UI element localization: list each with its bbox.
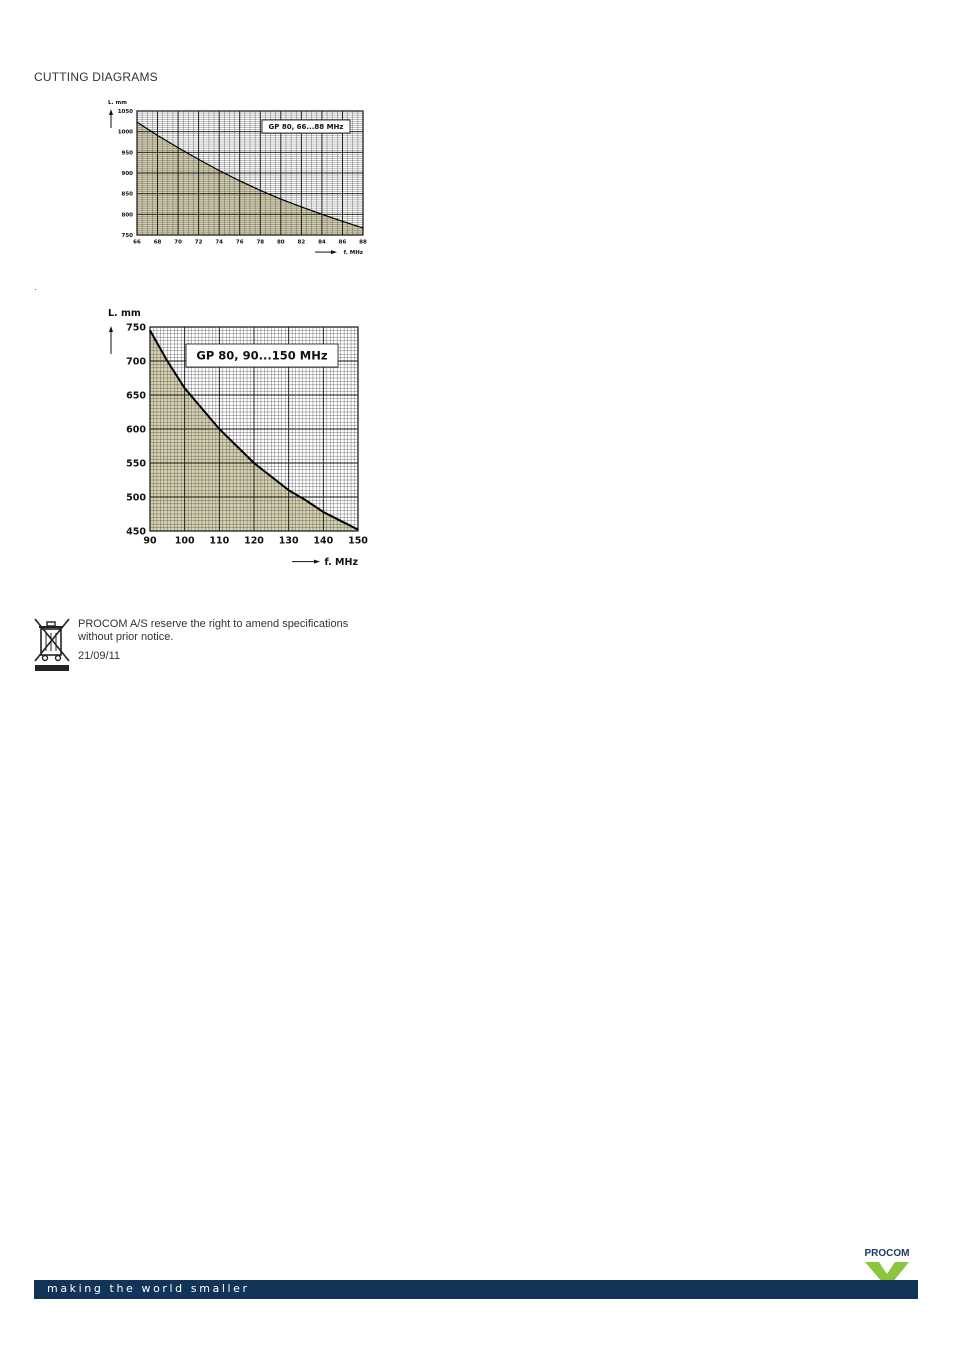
x-tick-label: 80 <box>276 239 285 246</box>
x-tick-label: 86 <box>338 239 347 246</box>
y-tick-label: 500 <box>126 492 146 504</box>
y-tick-label: 1050 <box>117 108 133 115</box>
data-point <box>280 198 281 199</box>
x-tick-label: 110 <box>209 535 230 547</box>
notice-line-1: PROCOM A/S reserve the right to amend specifications <box>78 618 349 630</box>
specification-notice <box>78 618 378 663</box>
y-tick-label: 750 <box>121 232 133 239</box>
chart-title: GP 80, 66...88 MHz <box>268 123 344 132</box>
y-tick-label: 850 <box>121 191 133 198</box>
x-axis-label: f. MHz <box>324 557 358 568</box>
x-tick-label: 74 <box>215 239 224 246</box>
y-tick-label: 450 <box>126 526 146 538</box>
data-point <box>177 147 178 148</box>
data-point <box>271 476 272 477</box>
data-point <box>136 122 137 123</box>
data-point <box>305 500 306 501</box>
x-tick-label: 120 <box>244 535 264 547</box>
x-tick-label: 140 <box>313 535 334 547</box>
x-tick-label: 82 <box>297 239 306 246</box>
y-tick-label: 900 <box>121 170 133 177</box>
data-point <box>219 428 220 429</box>
x-axis-arrow-head <box>331 250 337 254</box>
x-axis-arrow-head <box>314 560 320 564</box>
logo-wordmark: PROCOM <box>864 1248 910 1259</box>
data-point <box>201 408 202 409</box>
data-point <box>184 388 185 389</box>
x-tick-label: 100 <box>174 535 195 547</box>
data-point <box>323 511 324 512</box>
data-point <box>357 529 358 530</box>
data-point <box>301 206 302 207</box>
x-tick-label: 150 <box>348 535 368 547</box>
data-point <box>288 490 289 491</box>
data-point <box>157 135 158 136</box>
x-tick-label: 66 <box>133 239 141 246</box>
x-tick-label: 130 <box>278 535 299 547</box>
separator-dot: . <box>34 283 37 292</box>
data-point <box>340 520 341 521</box>
data-point <box>260 190 261 191</box>
x-tick-label: 72 <box>194 239 203 246</box>
crossed-out-bin-icon <box>33 617 71 673</box>
y-tick-label: 650 <box>126 390 146 402</box>
y-tick-label: 1000 <box>117 129 133 136</box>
x-axis-label: f. MHz <box>343 250 363 256</box>
y-axis-arrow-head <box>109 326 113 332</box>
y-tick-label: 600 <box>126 424 146 436</box>
notice-line-2: without prior notice. <box>78 631 174 643</box>
data-point <box>198 159 199 160</box>
document-date: 21/09/11 <box>78 650 121 662</box>
data-point <box>219 170 220 171</box>
data-point <box>362 227 363 228</box>
data-point <box>253 462 254 463</box>
tagline: making the world smaller <box>47 1282 250 1295</box>
x-tick-label: 84 <box>318 239 326 246</box>
chart-title: GP 80, 90...150 MHz <box>196 348 328 363</box>
x-tick-label: 68 <box>153 239 162 246</box>
cutting-diagram-66-88 <box>100 95 370 260</box>
y-tick-label: 800 <box>121 212 133 219</box>
data-point <box>149 330 150 331</box>
y-tick-label: 700 <box>126 356 146 368</box>
y-axis-label: L. mm <box>108 100 127 106</box>
y-tick-label: 750 <box>126 322 146 334</box>
y-axis-label: L. mm <box>108 308 141 319</box>
data-point <box>342 221 343 222</box>
section-title: CUTTING DIAGRAMS <box>34 70 158 84</box>
x-tick-label: 88 <box>359 239 367 246</box>
footer-bar <box>34 1280 918 1299</box>
x-tick-label: 78 <box>256 239 265 246</box>
cutting-diagram-90-150 <box>100 300 370 570</box>
data-point <box>167 360 168 361</box>
data-point <box>239 180 240 181</box>
y-axis-arrow-head <box>109 109 113 115</box>
x-tick-label: 76 <box>235 239 244 246</box>
y-tick-label: 950 <box>121 150 133 157</box>
data-point <box>321 214 322 215</box>
y-tick-label: 550 <box>126 458 146 470</box>
x-tick-label: 90 <box>143 535 157 547</box>
data-point <box>236 445 237 446</box>
x-tick-label: 70 <box>174 239 182 246</box>
